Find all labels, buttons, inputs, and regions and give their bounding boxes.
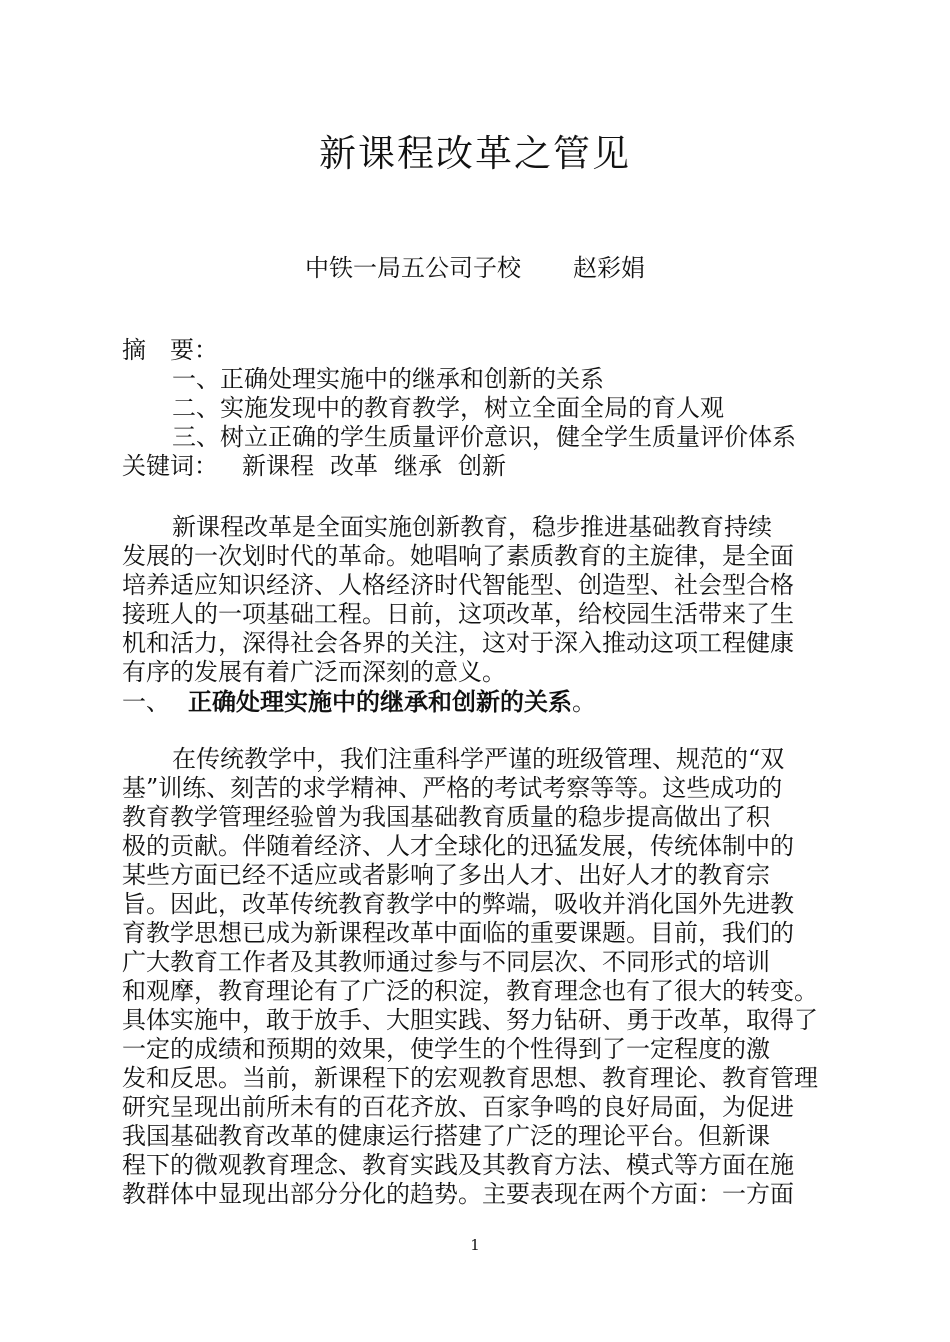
- abstract-item: 三、树立正确的学生质量评价意识，健全学生质量评价体系: [172, 423, 796, 451]
- text-line: 接班人的一项基础工程。日前，这项改革，给校园生活带来了生: [122, 600, 794, 628]
- text-line: 旨。因此，改革传统教育教学中的弊端，吸收并消化国外先进教: [122, 890, 794, 918]
- text-line: 新课程改革是全面实施创新教育，稳步推进基础教育持续: [172, 513, 772, 541]
- section-heading-end: 。: [572, 688, 596, 716]
- keyword: 创新: [458, 452, 506, 480]
- keyword: 改革: [330, 452, 378, 480]
- section-heading-text: 正确处理实施中的继承和创新的关系: [188, 687, 572, 716]
- abstract-label: 摘 要：: [122, 336, 218, 364]
- text-line: 广大教育工作者及其教师通过参与不同层次、不同形式的培训: [122, 948, 770, 976]
- text-line: 发和反思。当前，新课程下的宏观教育思想、教育理论、教育管理: [122, 1064, 818, 1092]
- text-line: 发展的一次划时代的革命。她唱响了素质教育的主旋律，是全面: [122, 542, 794, 570]
- author-line: [0, 253, 950, 283]
- keyword: 继承: [394, 452, 442, 480]
- text-line: 育教学思想已成为新课程改革中面临的重要课题。目前，我们的: [122, 919, 794, 947]
- keywords-label: 关键词：: [122, 452, 218, 480]
- abstract-item: 二、实施发现中的教育教学，树立全面全局的育人观: [172, 394, 724, 422]
- text-line: 研究呈现出前所未有的百花齐放、百家争鸣的良好局面，为促进: [122, 1093, 794, 1121]
- author-school: 中铁一局五公司子校: [305, 254, 521, 282]
- document-title: 新课程改革之管见: [319, 132, 631, 175]
- text-line: 程下的微观教育理念、教育实践及其教育方法、模式等方面在施: [122, 1151, 794, 1179]
- abstract-item: 一、正确处理实施中的继承和创新的关系: [172, 365, 604, 393]
- text-line: 我国基础教育改革的健康运行搭建了广泛的理论平台。但新课: [122, 1122, 770, 1150]
- author-name: 赵彩娟: [573, 254, 645, 282]
- text-line: 有序的发展有着广泛而深刻的意义。: [122, 658, 506, 686]
- text-line: 极的贡献。伴随着经济、人才全球化的迅猛发展，传统体制中的: [122, 832, 794, 860]
- text-line: 在传统教学中，我们注重科学严谨的班级管理、规范的“双: [172, 745, 785, 773]
- text-line: 机和活力，深得社会各界的关注，这对于深入推动这项工程健康: [122, 629, 794, 657]
- section-number: 一、: [122, 688, 170, 716]
- intro-paragraph: [122, 513, 842, 717]
- abstract-section: [122, 336, 842, 481]
- text-line: 教育教学管理经验曾为我国基础教育质量的稳步提高做出了积: [122, 803, 770, 831]
- section-heading: [122, 687, 842, 717]
- body-paragraph: [122, 745, 842, 1209]
- text-line: 某些方面已经不适应或者影响了多出人才、出好人才的教育宗: [122, 861, 770, 889]
- text-line: 和观摩，教育理论有了广泛的积淀，教育理念也有了很大的转变。: [122, 977, 818, 1005]
- text-line: 基”训练、刻苦的求学精神、严格的考试考察等等。这些成功的: [122, 774, 783, 802]
- text-line: 一定的成绩和预期的效果，使学生的个性得到了一定程度的激: [122, 1035, 770, 1063]
- text-line: 培养适应知识经济、人格经济时代智能型、创造型、社会型合格: [122, 571, 794, 599]
- text-line: 教群体中显现出部分分化的趋势。主要表现在两个方面：一方面: [122, 1180, 794, 1208]
- keywords-line: [122, 452, 842, 481]
- text-line: 具体实施中，敢于放手、大胆实践、努力钻研、勇于改革，取得了: [122, 1006, 818, 1034]
- keyword: 新课程: [242, 452, 314, 480]
- page-number: 1: [470, 1236, 480, 1254]
